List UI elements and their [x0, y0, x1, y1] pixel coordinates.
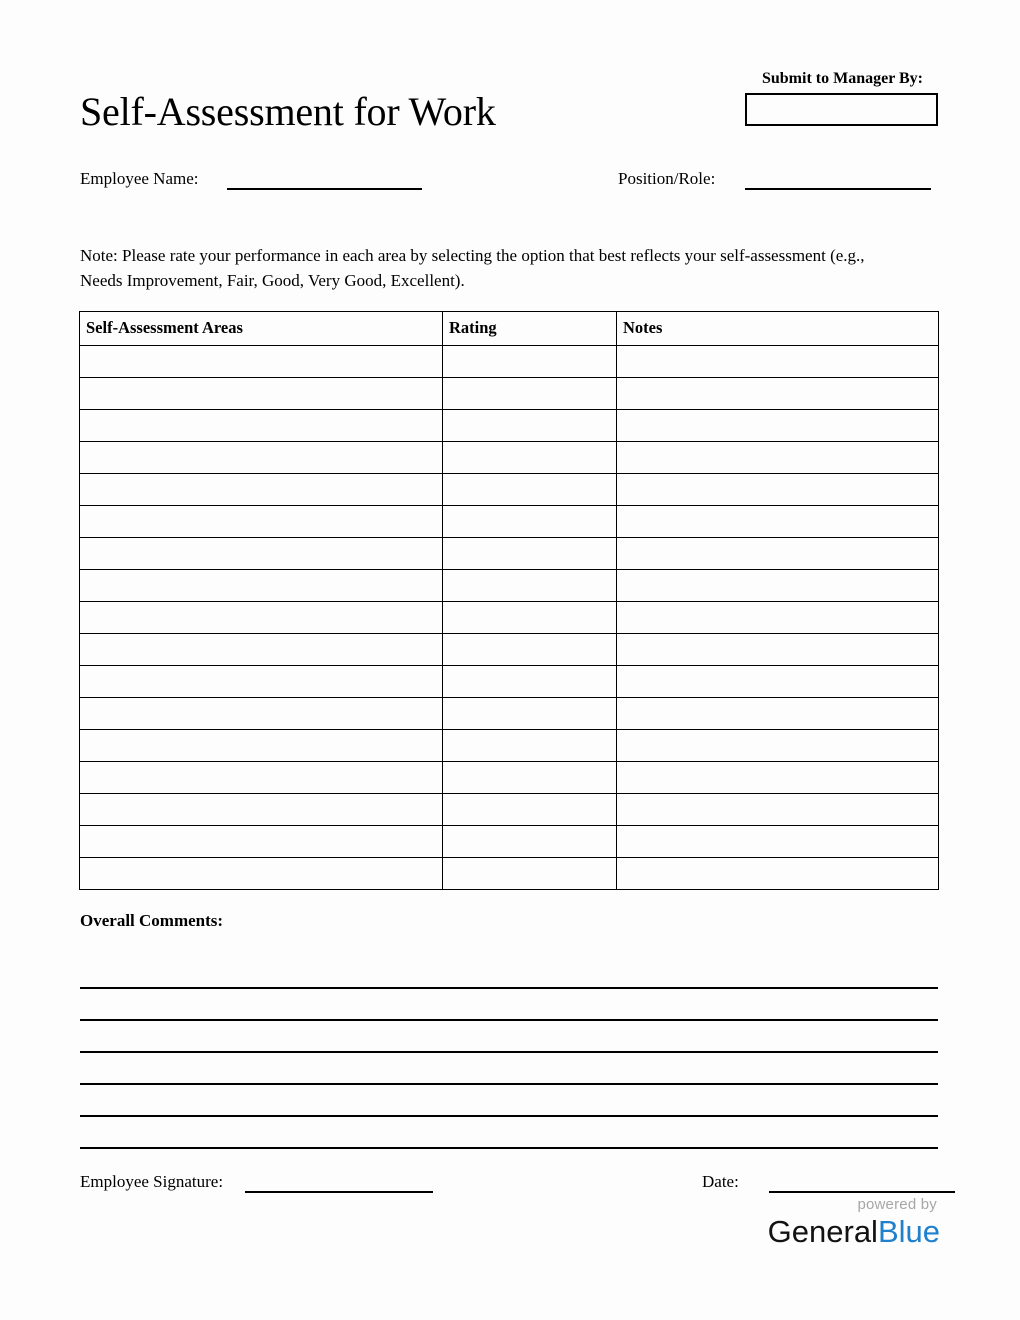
table-body — [80, 346, 939, 890]
comment-line[interactable] — [80, 1117, 938, 1149]
table-cell-area[interactable] — [80, 506, 443, 538]
brand-name-blue: Blue — [877, 1214, 940, 1249]
table-cell-rating[interactable] — [443, 378, 617, 410]
table-cell-area[interactable] — [80, 826, 443, 858]
date-input[interactable] — [769, 1190, 955, 1193]
table-cell-rating[interactable] — [443, 602, 617, 634]
table-header — [80, 312, 939, 346]
table-row — [80, 634, 939, 666]
table-cell-notes[interactable] — [617, 826, 939, 858]
table-cell-notes[interactable] — [617, 538, 939, 570]
table-cell-area[interactable] — [80, 666, 443, 698]
table-cell-notes[interactable] — [617, 570, 939, 602]
table-cell-rating[interactable] — [443, 666, 617, 698]
table-cell-area[interactable] — [80, 442, 443, 474]
table-cell-notes[interactable] — [617, 410, 939, 442]
table-cell-notes[interactable] — [617, 666, 939, 698]
table-cell-rating[interactable] — [443, 826, 617, 858]
comment-line[interactable] — [80, 1085, 938, 1117]
table-row — [80, 730, 939, 762]
page-title: Self-Assessment for Work — [80, 88, 496, 134]
column-header-areas: Self-Assessment Areas — [80, 312, 443, 346]
table-cell-area[interactable] — [80, 698, 443, 730]
table-row — [80, 602, 939, 634]
employee-signature-input[interactable] — [245, 1190, 433, 1193]
table-cell-rating[interactable] — [443, 858, 617, 890]
instructions-note: Note: Please rate your performance in each area by selecting the option that best reflects your self-assessment (e.g., Needs Improvement, Fair, Good, Very Good, Excellent). — [80, 246, 865, 291]
table-row — [80, 698, 939, 730]
table-cell-rating[interactable] — [443, 634, 617, 666]
submit-to-manager-input[interactable] — [745, 93, 938, 126]
powered-by-label: powered by — [857, 1196, 937, 1213]
table-row — [80, 346, 939, 378]
employee-name-field — [80, 160, 422, 190]
column-header-rating: Rating — [443, 312, 617, 346]
table-row — [80, 826, 939, 858]
table-cell-area[interactable] — [80, 570, 443, 602]
table-cell-notes[interactable] — [617, 442, 939, 474]
overall-comments-lines — [80, 957, 938, 1149]
position-role-input[interactable] — [745, 187, 931, 190]
table-cell-rating[interactable] — [443, 474, 617, 506]
table-cell-rating[interactable] — [443, 698, 617, 730]
comment-line[interactable] — [80, 957, 938, 989]
table-row — [80, 570, 939, 602]
table-row — [80, 378, 939, 410]
column-header-notes: Notes — [617, 312, 939, 346]
date-label: Date: — [702, 1172, 739, 1191]
table-cell-notes[interactable] — [617, 794, 939, 826]
table-cell-area[interactable] — [80, 346, 443, 378]
table-cell-notes[interactable] — [617, 602, 939, 634]
table-row — [80, 538, 939, 570]
table-row — [80, 794, 939, 826]
table-cell-rating[interactable] — [443, 410, 617, 442]
generalblue-logo — [768, 1197, 940, 1247]
table-row — [80, 506, 939, 538]
table-row — [80, 858, 939, 890]
employee-signature-field — [80, 1163, 433, 1193]
comment-line[interactable] — [80, 1053, 938, 1085]
table-cell-rating[interactable] — [443, 570, 617, 602]
table-cell-area[interactable] — [80, 602, 443, 634]
table-row — [80, 762, 939, 794]
table-row — [80, 474, 939, 506]
table-cell-rating[interactable] — [443, 762, 617, 794]
table-cell-area[interactable] — [80, 538, 443, 570]
table-cell-notes[interactable] — [617, 474, 939, 506]
table-cell-area[interactable] — [80, 378, 443, 410]
table-row — [80, 442, 939, 474]
table-cell-notes[interactable] — [617, 698, 939, 730]
submit-to-manager-label: Submit to Manager By: — [761, 70, 924, 87]
employee-name-label: Employee Name: — [80, 169, 199, 188]
table-cell-notes[interactable] — [617, 506, 939, 538]
table-cell-rating[interactable] — [443, 442, 617, 474]
table-row — [80, 410, 939, 442]
table-cell-rating[interactable] — [443, 506, 617, 538]
signature-row — [80, 1163, 938, 1195]
table-cell-rating[interactable] — [443, 794, 617, 826]
employee-signature-label: Employee Signature: — [80, 1172, 224, 1191]
table-cell-area[interactable] — [80, 730, 443, 762]
table-row — [80, 666, 939, 698]
table-cell-notes[interactable] — [617, 634, 939, 666]
self-assessment-table — [79, 311, 939, 890]
table-cell-area[interactable] — [80, 634, 443, 666]
position-role-label: Position/Role: — [618, 169, 716, 188]
comment-line[interactable] — [80, 1021, 938, 1053]
employee-name-input[interactable] — [227, 187, 422, 190]
position-role-field — [618, 160, 931, 190]
identity-row — [80, 160, 940, 192]
document-header — [80, 55, 940, 150]
table-cell-notes[interactable] — [617, 730, 939, 762]
submit-to-manager-group — [745, 69, 940, 126]
table-cell-area[interactable] — [80, 858, 443, 890]
brand-name-general: General — [767, 1214, 878, 1249]
date-field — [702, 1163, 955, 1193]
overall-comments-heading: Overall Comments: — [80, 911, 224, 930]
table-cell-notes[interactable] — [617, 346, 939, 378]
table-cell-rating[interactable] — [443, 346, 617, 378]
table-cell-notes[interactable] — [617, 858, 939, 890]
table-cell-notes[interactable] — [617, 378, 939, 410]
table-cell-area[interactable] — [80, 474, 443, 506]
table-cell-notes[interactable] — [617, 762, 939, 794]
table-header-row — [80, 312, 939, 346]
table-cell-rating[interactable] — [443, 538, 617, 570]
brand-name — [768, 1216, 940, 1247]
table-cell-area[interactable] — [80, 410, 443, 442]
table-cell-area[interactable] — [80, 794, 443, 826]
comment-line[interactable] — [80, 989, 938, 1021]
table-cell-area[interactable] — [80, 762, 443, 794]
table-cell-rating[interactable] — [443, 730, 617, 762]
